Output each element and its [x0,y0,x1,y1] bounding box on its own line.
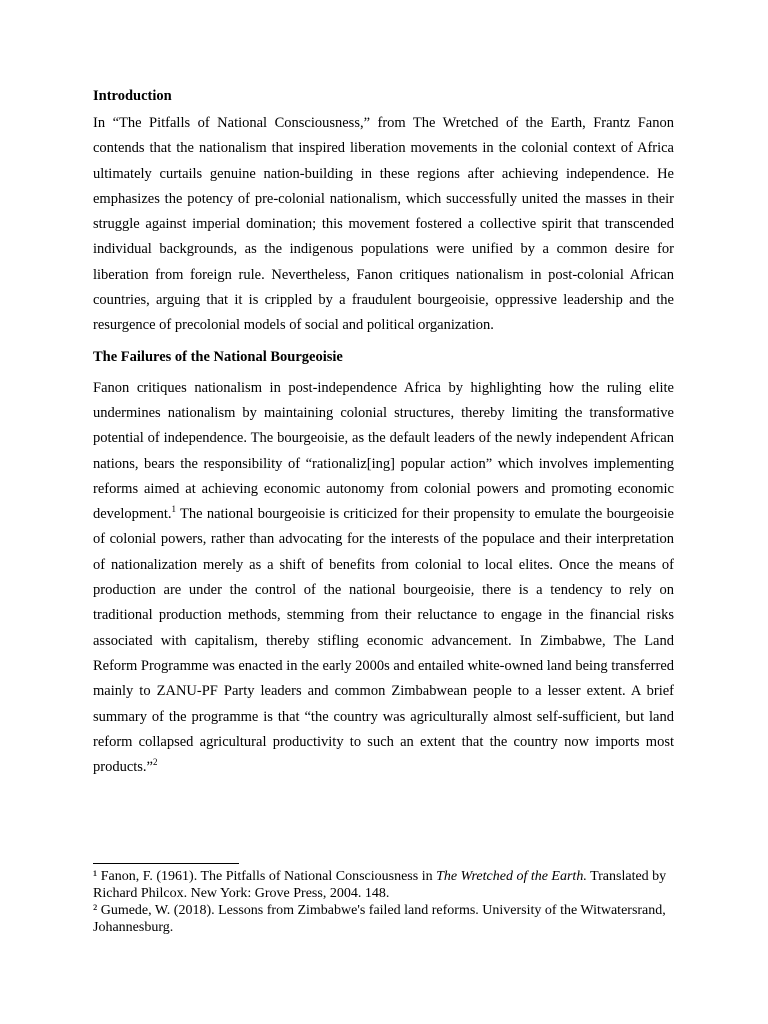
introduction-paragraph: In “The Pitfalls of National Consciousness,” from The Wretched of the Earth, Frantz Fanon contends that the nationalism that inspired liberation movements in the colonial context of Africa ultimately curtails genuine nation-building in these regions after achieving independence. He emphasizes the potency of pre-colonial nationalism, which successfully united the masses in their struggle against imperial domination; this movement fostered a collective spirit that transcended individual backgrounds, as the indigenous populations were unified by a common desire for liberation from foreign rule. Nevertheless, Fanon critiques nationalism in post-colonial African countries, arguing that it is crippled by a fraudulent bourgeoisie, oppressive leadership and the resurgence of precolonial models of social and political organization. [93,115,674,334]
failures-paragraph-part1: Fanon critiques nationalism in post-independence Africa by highlighting how the ruling elite undermines nationalism by maintaining colonial structures, thereby limiting the transformative potential of independence. The bourgeoisie, as the default leaders of the newly independent African nations, bears the responsibility of “rationaliz[ing] popular action” which involves implementing reforms aimed at achieving economic autonomy from colonial powers and promoting economic development. [93,379,674,523]
document-body [93,86,674,780]
failures-paragraph-part2: The national bourgeoisie is criticized for their propensity to emulate the bourgeoisie of colonial powers, rather than advocating for the interests of the populace and their interpretation of nationalization merely as a shift of benefits from colonial to local elites. Once the means of production are under the control of the national bourgeoisie, there is a tendency to rely on traditional production methods, stemming from their reluctance to engage in the financial risks associated with capitalism, thereby stifling economic advancement. In Zimbabwe, The Land Reform Programme was enacted in the early 2000s and entailed white-owned land being transferred mainly to ZANU-PF Party leaders and common Zimbabwean people to a lesser extent. A brief summary of the programme is that “the country was agriculturally almost self-sufficient, but land reform collapsed agricultural productivity to such an extent that the country now imports most products.” [93,506,675,776]
failures-heading: The Failures of the National Bourgeoisie [93,348,343,365]
footnote-1-marker: ¹ [93,869,98,884]
footnotes-section [93,863,674,936]
footnote-1-text-after: Translated by Richard Philcox. New York: Grove Press, 2004. 148. [93,869,667,901]
footnote-1-text-before: Fanon, F. (1961). The Pitfalls of National Consciousness in [97,869,437,884]
introduction-heading: Introduction [93,88,172,104]
footnote-2 [93,902,674,936]
failures-paragraph [93,376,674,781]
footnote-ref-1: 1 [171,504,177,515]
footnote-divider [93,863,239,864]
footnote-ref-2: 2 [153,757,158,768]
footnote-2-text: Gumede, W. (2018). Lessons from Zimbabwe's failed land reforms. University of the Witwatersrand, Johannesburg. [93,903,666,935]
footnote-2-marker: ² [93,903,98,918]
footnote-1-book-title: The Wretched of the Earth. [436,869,587,884]
footnote-1 [93,868,674,902]
